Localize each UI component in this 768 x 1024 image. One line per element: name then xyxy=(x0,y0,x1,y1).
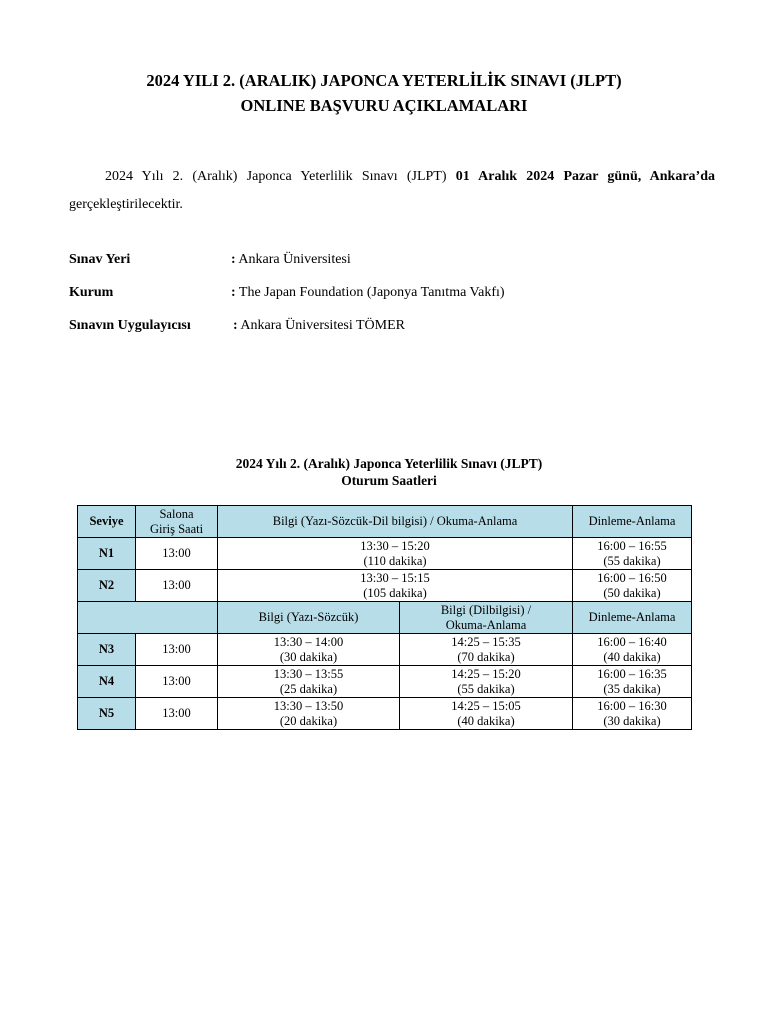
row-level: N3 xyxy=(78,634,136,666)
row-entry-time: 13:00 xyxy=(136,666,218,698)
info-value: : Ankara Üniversitesi xyxy=(231,252,351,267)
info-label: Sınav Yeri xyxy=(69,252,131,267)
row-grammar-time: 14:25 – 15:05 (40 dakika) xyxy=(400,698,573,730)
intro-text: 2024 Yılı 2. (Aralık) Japonca Yeterlilik Sınavı (JLPT) xyxy=(105,169,456,184)
row-vocab-time: 13:30 – 13:50 (20 dakika) xyxy=(218,698,400,730)
row-level: N4 xyxy=(78,666,136,698)
row-listening-time: 16:00 – 16:35 (35 dakika) xyxy=(573,666,692,698)
info-value: : Ankara Üniversitesi TÖMER xyxy=(233,318,406,333)
row-entry-time: 13:00 xyxy=(136,634,218,666)
row-level: N2 xyxy=(78,570,136,602)
row-knowledge-time: 13:30 – 15:20 (110 dakika) xyxy=(218,538,573,570)
schedule-table xyxy=(77,505,692,730)
table-title xyxy=(0,455,768,489)
table-row xyxy=(78,698,692,730)
title-line-2: ONLINE BAŞVURU AÇIKLAMALARI xyxy=(240,96,528,115)
header-entry-time: Salona Giriş Saati xyxy=(136,506,218,538)
intro-paragraph xyxy=(69,163,715,219)
header-level: Seviye xyxy=(78,506,136,538)
row-vocab-time: 13:30 – 13:55 (25 dakika) xyxy=(218,666,400,698)
table-row xyxy=(78,570,692,602)
table-row xyxy=(78,634,692,666)
row-grammar-time: 14:25 – 15:35 (70 dakika) xyxy=(400,634,573,666)
subheader-grammar-reading: Bilgi (Dilbilgisi) / Okuma-Anlama xyxy=(400,602,573,634)
info-label: Kurum xyxy=(69,285,114,300)
title-line-1: 2024 YILI 2. (ARALIK) JAPONCA YETERLİLİK SINAVI (JLPT) xyxy=(146,71,622,90)
table-title-line-2: Oturum Saatleri xyxy=(341,473,437,488)
subheader-empty xyxy=(78,602,218,634)
table-row xyxy=(78,666,692,698)
row-listening-time: 16:00 – 16:50 (50 dakika) xyxy=(573,570,692,602)
info-label: Sınavın Uygulayıcısı xyxy=(69,318,191,333)
header-listening: Dinleme-Anlama xyxy=(573,506,692,538)
subheader-vocab: Bilgi (Yazı-Sözcük) xyxy=(218,602,400,634)
row-grammar-time: 14:25 – 15:20 (55 dakika) xyxy=(400,666,573,698)
table-row xyxy=(78,538,692,570)
row-listening-time: 16:00 – 16:30 (30 dakika) xyxy=(573,698,692,730)
table-subheader-row xyxy=(78,602,692,634)
row-entry-time: 13:00 xyxy=(136,538,218,570)
table-title-line-1: 2024 Yılı 2. (Aralık) Japonca Yeterlilik Sınavı (JLPT) xyxy=(235,456,543,471)
document-title xyxy=(0,68,768,118)
subheader-listening: Dinleme-Anlama xyxy=(573,602,692,634)
intro-tail: gerçekleştirilecektir. xyxy=(69,197,183,212)
table-header-row xyxy=(78,506,692,538)
header-knowledge-reading: Bilgi (Yazı-Sözcük-Dil bilgisi) / Okuma-Anlama xyxy=(218,506,573,538)
row-level: N1 xyxy=(78,538,136,570)
row-level: N5 xyxy=(78,698,136,730)
intro-date-place: 01 Aralık 2024 Pazar günü, Ankara’da xyxy=(455,169,715,184)
row-vocab-time: 13:30 – 14:00 (30 dakika) xyxy=(218,634,400,666)
row-listening-time: 16:00 – 16:40 (40 dakika) xyxy=(573,634,692,666)
row-listening-time: 16:00 – 16:55 (55 dakika) xyxy=(573,538,692,570)
row-knowledge-time: 13:30 – 15:15 (105 dakika) xyxy=(218,570,573,602)
info-value: : The Japan Foundation (Japonya Tanıtma Vakfı) xyxy=(231,285,505,300)
row-entry-time: 13:00 xyxy=(136,570,218,602)
row-entry-time: 13:00 xyxy=(136,698,218,730)
